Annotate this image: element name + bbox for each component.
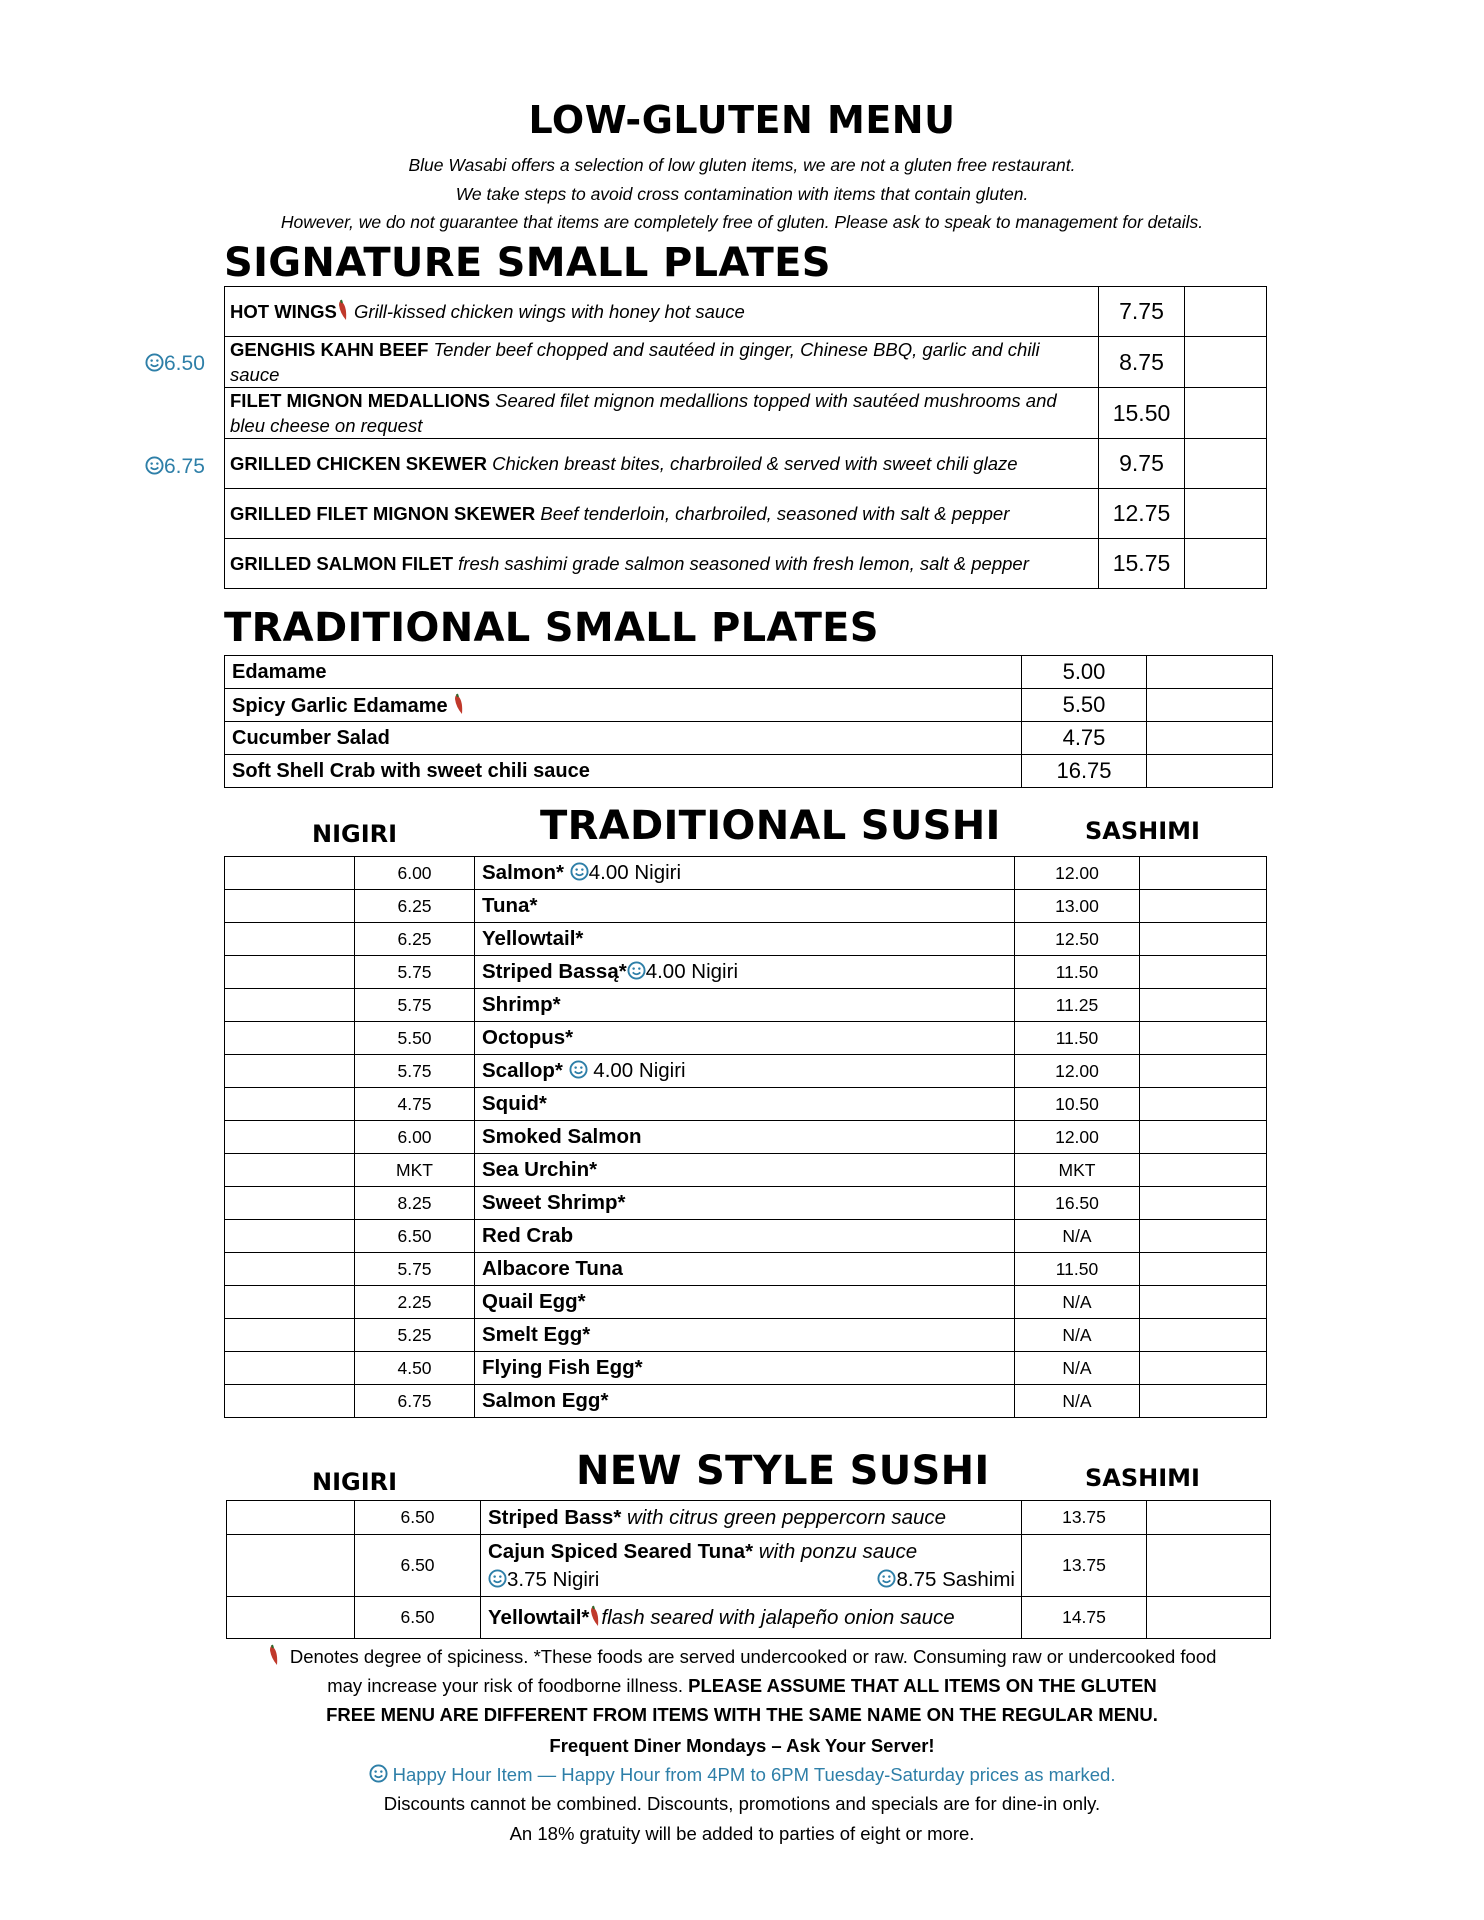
sashimi-price: MKT (1015, 1154, 1140, 1187)
item-price: 5.00 (1022, 656, 1147, 689)
blank-cell (225, 1220, 355, 1253)
table-row (225, 1055, 1267, 1088)
sashimi-price: 11.50 (1015, 1253, 1140, 1286)
smiley-icon (877, 1569, 896, 1588)
blank-cell (1147, 722, 1273, 755)
blank-cell (225, 1286, 355, 1319)
item-price: 9.75 (1099, 439, 1185, 489)
smiley-icon (488, 1569, 507, 1588)
blank-cell (225, 1253, 355, 1286)
table-row (225, 388, 1267, 439)
sashimi-label: SASHIMI (1085, 1464, 1200, 1492)
blank-cell (1185, 489, 1267, 539)
blank-cell (1147, 1501, 1271, 1535)
blank-cell (1185, 539, 1267, 589)
nigiri-price: 2.25 (355, 1286, 475, 1319)
table-row (225, 489, 1267, 539)
item-name: Red Crab (475, 1220, 1015, 1253)
item-name: Cucumber Salad (225, 722, 1022, 755)
page-title: LOW-GLUTEN MENU (528, 98, 956, 142)
blank-cell (1140, 1055, 1267, 1088)
blank-cell (1147, 1597, 1271, 1639)
hh-sashimi-value: 8.75 Sashimi (896, 1567, 1015, 1591)
menu-item (225, 439, 1099, 489)
chili-pepper-icon (268, 1644, 280, 1666)
item-name: Smoked Salmon (475, 1121, 1015, 1154)
table-row (225, 923, 1267, 956)
sashimi-price: 12.50 (1015, 923, 1140, 956)
sashimi-price: 11.50 (1015, 1022, 1140, 1055)
item-name: GENGHIS KAHN BEEF (230, 339, 429, 360)
item-name: Striped Bass* (488, 1505, 622, 1529)
smiley-icon (570, 862, 589, 881)
footer-line-1 (0, 1642, 1484, 1671)
item-name: Cajun Spiced Seared Tuna* (488, 1539, 754, 1563)
hh-price-value: 6.75 (164, 455, 205, 478)
nigiri-price: 6.25 (355, 890, 475, 923)
table-row (225, 1088, 1267, 1121)
blank-cell (225, 1319, 355, 1352)
footer-line-6: Discounts cannot be combined. Discounts, promotions and specials are for dine-in only. (383, 1793, 1101, 1814)
nigiri-price: 6.25 (355, 923, 475, 956)
nigiri-price: 6.50 (355, 1597, 481, 1639)
table-row (225, 890, 1267, 923)
table-row (225, 1253, 1267, 1286)
table-row (225, 287, 1267, 337)
sashimi-price: 13.00 (1015, 890, 1140, 923)
item-desc: Seared filet mignon medallions topped with sautéed mushrooms and bleu cheese on request (230, 390, 1057, 436)
item-price: 16.75 (1022, 755, 1147, 788)
happy-hour-note: Happy Hour Item — Happy Hour from 4PM to 6PM Tuesday-Saturday prices as marked. (392, 1764, 1116, 1785)
footer-line-4: Frequent Diner Mondays – Ask Your Server! (549, 1735, 935, 1756)
table-row (225, 1352, 1267, 1385)
new-style-sushi-table (226, 1500, 1271, 1639)
item-desc: Chicken breast bites, charbroiled & served with sweet chili glaze (492, 453, 1018, 474)
item-price: 4.75 (1022, 722, 1147, 755)
blank-cell (225, 1352, 355, 1385)
blank-cell (1140, 1319, 1267, 1352)
item-desc: Beef tenderloin, charbroiled, seasoned with salt & pepper (540, 503, 1010, 524)
menu-item (481, 1501, 1022, 1535)
item-price: 15.75 (1099, 539, 1185, 589)
table-row (225, 1286, 1267, 1319)
blank-cell (1147, 1535, 1271, 1597)
item-price: 7.75 (1099, 287, 1185, 337)
nigiri-price: 5.75 (355, 1253, 475, 1286)
blank-cell (1140, 989, 1267, 1022)
table-row (225, 1121, 1267, 1154)
hh-nigiri-value: 3.75 Nigiri (507, 1567, 600, 1591)
blank-cell (1140, 1088, 1267, 1121)
nigiri-price: 5.75 (355, 1055, 475, 1088)
item-desc: fresh sashimi grade salmon seasoned with fresh lemon, salt & pepper (458, 553, 1029, 574)
traditional-sushi-table (224, 856, 1267, 1418)
traditional-plates-heading: TRADITIONAL SMALL PLATES (224, 605, 879, 651)
sashimi-price: 12.00 (1015, 1055, 1140, 1088)
item-name: Soft Shell Crab with sweet chili sauce (225, 755, 1022, 788)
sashimi-price: N/A (1015, 1385, 1140, 1418)
signature-heading: SIGNATURE SMALL PLATES (224, 240, 831, 286)
nigiri-price: 6.00 (355, 1121, 475, 1154)
menu-item (481, 1597, 1022, 1639)
table-row (227, 1535, 1271, 1597)
hh-sashimi (877, 1566, 1015, 1594)
blank-cell (1147, 689, 1273, 722)
spiciness-note: Denotes degree of spiciness. *These foods are served undercooked or raw. Consuming raw or undercooked food (289, 1646, 1217, 1667)
footer-line-2 (0, 1671, 1484, 1700)
blank-cell (225, 923, 355, 956)
menu-item (225, 489, 1099, 539)
nigiri-price: 5.75 (355, 956, 475, 989)
menu-item (225, 337, 1099, 388)
sashimi-price: 11.50 (1015, 956, 1140, 989)
table-row (225, 439, 1267, 489)
item-price: 12.75 (1099, 489, 1185, 539)
hh-price: 4.00 Nigiri (593, 1059, 686, 1082)
chili-pepper-icon (589, 1605, 601, 1627)
item-name: GRILLED SALMON FILET (230, 553, 454, 574)
item-name: Squid* (475, 1088, 1015, 1121)
item-name: Octopus* (475, 1022, 1015, 1055)
footer-line-5 (0, 1760, 1484, 1789)
blank-cell (1147, 656, 1273, 689)
blank-cell (1185, 287, 1267, 337)
smiley-icon (627, 961, 646, 980)
table-row (225, 539, 1267, 589)
blank-cell (225, 1121, 355, 1154)
table-row (225, 1385, 1267, 1418)
table-row (225, 689, 1273, 722)
item-price: 5.50 (1022, 689, 1147, 722)
gluten-warning: PLEASE ASSUME THAT ALL ITEMS ON THE GLUTEN (688, 1675, 1157, 1696)
item-name: Spicy Garlic Edamame (232, 694, 448, 717)
blank-cell (1140, 1022, 1267, 1055)
intro-line-3: However, we do not guarantee that items are completely free of gluten. Please ask to speak to management for details. (280, 212, 1204, 232)
nigiri-price: 6.50 (355, 1220, 475, 1253)
item-desc: Grill-kissed chicken wings with honey hot sauce (354, 301, 745, 322)
chili-pepper-icon (337, 299, 349, 321)
sashimi-price: 13.75 (1022, 1501, 1147, 1535)
traditional-plates-table (224, 655, 1273, 788)
blank-cell (1147, 755, 1273, 788)
hh-price-value: 6.50 (164, 352, 205, 375)
blank-cell (225, 1055, 355, 1088)
table-row (225, 857, 1267, 890)
item-name: Shrimp* (475, 989, 1015, 1022)
smiley-icon (145, 353, 164, 372)
table-row (227, 1501, 1271, 1535)
blank-cell (1140, 1286, 1267, 1319)
item-price: 15.50 (1099, 388, 1185, 439)
sashimi-price: N/A (1015, 1352, 1140, 1385)
blank-cell (1140, 857, 1267, 890)
menu-item (225, 388, 1099, 439)
blank-cell (1140, 1220, 1267, 1253)
nigiri-price: 4.75 (355, 1088, 475, 1121)
hh-price-chicken (145, 455, 205, 479)
blank-cell (1140, 890, 1267, 923)
item-name: Flying Fish Egg* (475, 1352, 1015, 1385)
item-name: Striped Bassą* (482, 960, 627, 983)
nigiri-price: 6.50 (355, 1501, 481, 1535)
table-row (225, 337, 1267, 388)
blank-cell (1140, 1385, 1267, 1418)
smiley-icon (145, 456, 164, 475)
blank-cell (1140, 923, 1267, 956)
sashimi-price: 10.50 (1015, 1088, 1140, 1121)
item-name: GRILLED FILET MIGNON SKEWER (230, 503, 536, 524)
item-name: Yellowtail* (488, 1605, 590, 1629)
table-row (225, 1022, 1267, 1055)
table-row (225, 1187, 1267, 1220)
sashimi-price: 14.75 (1022, 1597, 1147, 1639)
item-name: Sea Urchin* (475, 1154, 1015, 1187)
blank-cell (225, 1385, 355, 1418)
menu-item (475, 956, 1015, 989)
sashimi-price: N/A (1015, 1286, 1140, 1319)
nigiri-price: 6.75 (355, 1385, 475, 1418)
hh-price: 4.00 Nigiri (588, 861, 682, 884)
hh-nigiri (488, 1566, 599, 1594)
nigiri-price: 5.25 (355, 1319, 475, 1352)
item-name: Smelt Egg* (475, 1319, 1015, 1352)
blank-cell (225, 989, 355, 1022)
table-row (225, 722, 1273, 755)
item-desc: Tender beef chopped and sautéed in ginger, Chinese BBQ, garlic and chili sauce (230, 339, 1040, 385)
sashimi-price: 12.00 (1015, 1121, 1140, 1154)
table-row (225, 1154, 1267, 1187)
menu-item (225, 689, 1022, 722)
hh-price-genghis (145, 352, 205, 376)
menu-item (225, 287, 1099, 337)
nigiri-price: 6.50 (355, 1535, 481, 1597)
menu-item (481, 1535, 1022, 1597)
nigiri-label: NIGIRI (312, 1468, 398, 1496)
blank-cell (1140, 1154, 1267, 1187)
blank-cell (1185, 388, 1267, 439)
blank-cell (1140, 956, 1267, 989)
foodborne-note: may increase your risk of foodborne illness. (327, 1675, 683, 1696)
signature-table (224, 286, 1267, 589)
blank-cell (225, 1187, 355, 1220)
item-name: Scallop* (482, 1059, 563, 1082)
sashimi-price: N/A (1015, 1319, 1140, 1352)
footer-line-7: An 18% gratuity will be added to parties of eight or more. (509, 1823, 975, 1844)
nigiri-price: 8.25 (355, 1187, 475, 1220)
nigiri-price: 6.00 (355, 857, 475, 890)
nigiri-price: MKT (355, 1154, 475, 1187)
item-name: Quail Egg* (475, 1286, 1015, 1319)
blank-cell (225, 857, 355, 890)
nigiri-price: 4.50 (355, 1352, 475, 1385)
smiley-icon (369, 1764, 388, 1783)
nigiri-label: NIGIRI (312, 820, 398, 848)
traditional-sushi-heading: TRADITIONAL SUSHI (540, 803, 1001, 849)
new-style-sushi-heading: NEW STYLE SUSHI (576, 1448, 990, 1494)
blank-cell (1140, 1187, 1267, 1220)
blank-cell (1185, 439, 1267, 489)
item-name: HOT WINGS (230, 301, 337, 322)
blank-cell (225, 890, 355, 923)
blank-cell (227, 1597, 355, 1639)
sashimi-price: 12.00 (1015, 857, 1140, 890)
blank-cell (227, 1501, 355, 1535)
blank-cell (1140, 1253, 1267, 1286)
blank-cell (225, 956, 355, 989)
item-desc: with citrus green peppercorn sauce (627, 1505, 947, 1529)
table-row (225, 989, 1267, 1022)
footer-line-3: FREE MENU ARE DIFFERENT FROM ITEMS WITH THE SAME NAME ON THE REGULAR MENU. (326, 1704, 1158, 1725)
item-name: FILET MIGNON MEDALLIONS (230, 390, 491, 411)
nigiri-price: 5.50 (355, 1022, 475, 1055)
item-name: Yellowtail* (475, 923, 1015, 956)
table-row (225, 1319, 1267, 1352)
table-row (225, 656, 1273, 689)
sashimi-price: 16.50 (1015, 1187, 1140, 1220)
chili-pepper-icon (453, 693, 465, 715)
item-name: Salmon* (482, 861, 565, 884)
item-name: Albacore Tuna (475, 1253, 1015, 1286)
sashimi-price: 11.25 (1015, 989, 1140, 1022)
intro-line-1: Blue Wasabi offers a selection of low gluten items, we are not a gluten free restaurant. (408, 155, 1076, 175)
sashimi-label: SASHIMI (1085, 817, 1200, 845)
sashimi-price: N/A (1015, 1220, 1140, 1253)
item-price: 8.75 (1099, 337, 1185, 388)
sashimi-price: 13.75 (1022, 1535, 1147, 1597)
table-row (225, 755, 1273, 788)
blank-cell (225, 1088, 355, 1121)
item-desc: flash seared with jalapeño onion sauce (601, 1605, 955, 1629)
item-name: Sweet Shrimp* (475, 1187, 1015, 1220)
table-row (225, 956, 1267, 989)
item-name: GRILLED CHICKEN SKEWER (230, 453, 487, 474)
smiley-icon (569, 1060, 588, 1079)
blank-cell (1140, 1121, 1267, 1154)
intro-line-2: We take steps to avoid cross contamination with items that contain gluten. (455, 184, 1029, 204)
table-row (225, 1220, 1267, 1253)
blank-cell (225, 1022, 355, 1055)
blank-cell (225, 1154, 355, 1187)
menu-item (475, 1055, 1015, 1088)
blank-cell (1140, 1352, 1267, 1385)
item-name: Edamame (225, 656, 1022, 689)
item-name: Salmon Egg* (475, 1385, 1015, 1418)
item-desc: with ponzu sauce (758, 1539, 918, 1563)
item-name: Tuna* (475, 890, 1015, 923)
menu-item (475, 857, 1015, 890)
nigiri-price: 5.75 (355, 989, 475, 1022)
blank-cell (1185, 337, 1267, 388)
blank-cell (227, 1535, 355, 1597)
table-row (227, 1597, 1271, 1639)
hh-price: 4.00 Nigiri (645, 960, 738, 983)
menu-item (225, 539, 1099, 589)
